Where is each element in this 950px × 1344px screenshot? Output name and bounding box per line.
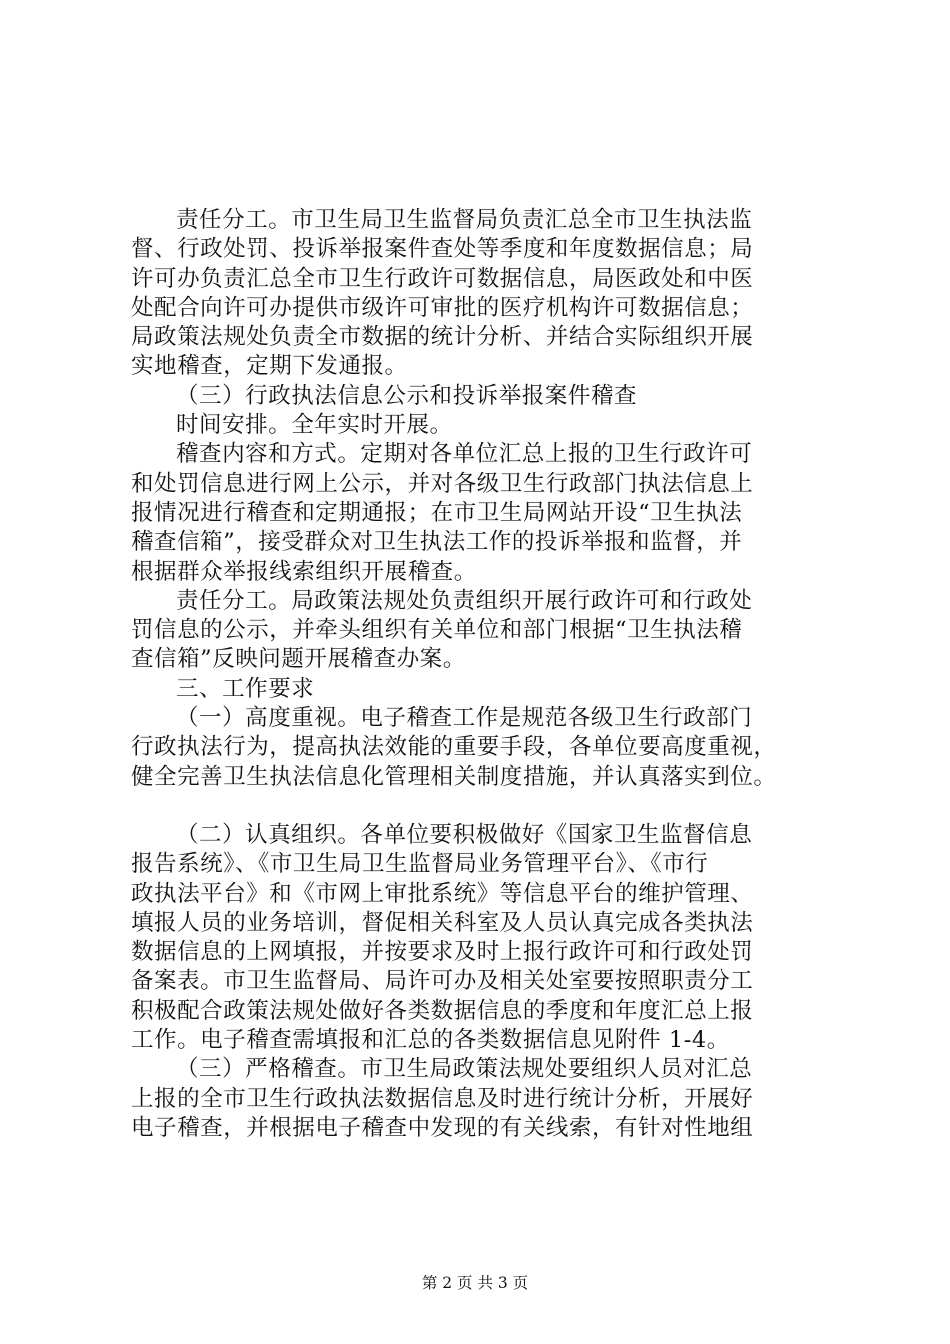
text-line: 实地稽查，定期下发通报。 [131,353,408,380]
paragraph-responsibility-2 [131,587,831,675]
text-line: 填报人员的业务培训，督促相关科室及人员认真完成各类执法 [131,909,754,936]
text-line: 三、工作要求 [176,675,315,702]
text-line: 责任分工。局政策法规处负责组织开展行政许可和行政处 [176,587,753,614]
page-number-footer: 第 2 页 共 3 页 [421,1274,529,1292]
text-line: （二）认真组织。各单位要积极做好《国家卫生监督信息 [176,821,753,848]
text-line: 健全完善卫生执法信息化管理相关制度措施，并认真落实到位。 [131,763,777,790]
section-heading-publicity [131,382,831,411]
text-line: 备案表。市卫生监督局、局许可办及相关处室要按照职责分工 [131,968,754,995]
text-line: 报告系统》、《市卫生局卫生监督局业务管理平台》、《市行 [131,851,709,878]
text-line: 和处罚信息进行网上公示，并对各级卫生行政部门执法信息上 [131,470,754,497]
paragraph-inspection-content [131,440,831,586]
text-line: 上报的全市卫生行政执法数据信息及时进行统计分析，开展好 [131,1085,754,1112]
text-line: （三）行政执法信息公示和投诉举报案件稽查 [176,382,638,409]
text-line: （三）严格稽查。市卫生局政策法规处要组织人员对汇总 [176,1056,753,1083]
text-line: 数据信息的上网填报，并按要求及时上报行政许可和行政处罚 [131,939,754,966]
text-line: 督、行政处罚、投诉举报案件查处等季度和年度数据信息；局 [131,236,754,263]
paragraph-requirement-3 [131,1055,831,1143]
text-line: 行政执法行为，提高执法效能的重要手段，各单位要高度重视， [131,734,777,761]
text-line: 稽查内容和方式。定期对各单位汇总上报的卫生行政许可 [176,441,753,468]
section-heading-requirements [131,675,831,704]
text-line: 查信箱”反映问题开展稽查办案。 [131,646,466,673]
text-line: 积极配合政策法规处做好各类数据信息的季度和年度汇总上报 [131,997,754,1024]
paragraph-requirement-1 [131,704,831,792]
text-line: 报情况进行稽查和定期通报；在市卫生局网站开设“卫生执法 [131,499,743,526]
text-line: 政执法平台》和《市网上审批系统》等信息平台的维护管理、 [131,880,754,907]
text-line: 电子稽查，并根据电子稽查中发现的有关线索，有针对性地组 [131,1114,754,1141]
paragraph-schedule [131,411,831,440]
text-line: 工作。电子稽查需填报和汇总的各类数据信息见附件 1-4。 [131,1027,730,1054]
paragraph-requirement-2 [131,821,831,1055]
text-line: 根据群众举报线索组织开展稽查。 [131,558,477,585]
text-line: 罚信息的公示，并牵头组织有关单位和部门根据“卫生执法稽 [131,617,743,644]
text-line: 时间安排。全年实时开展。 [176,412,453,439]
text-line: 稽查信箱”，接受群众对卫生执法工作的投诉举报和监督，并 [131,529,743,556]
paragraph-responsibility-1 [131,206,831,382]
text-line: （一）高度重视。电子稽查工作是规范各级卫生行政部门 [176,705,753,732]
document-body [131,206,831,1143]
text-line: 局政策法规处负责全市数据的统计分析、并结合实际组织开展 [131,324,754,351]
paragraph-spacer [131,792,831,821]
text-line: 许可办负责汇总全市卫生行政许可数据信息，局医政处和中医 [131,265,754,292]
text-line: 处配合向许可办提供市级许可审批的医疗机构许可数据信息； [131,294,754,321]
text-line: 责任分工。市卫生局卫生监督局负责汇总全市卫生执法监 [176,207,753,233]
